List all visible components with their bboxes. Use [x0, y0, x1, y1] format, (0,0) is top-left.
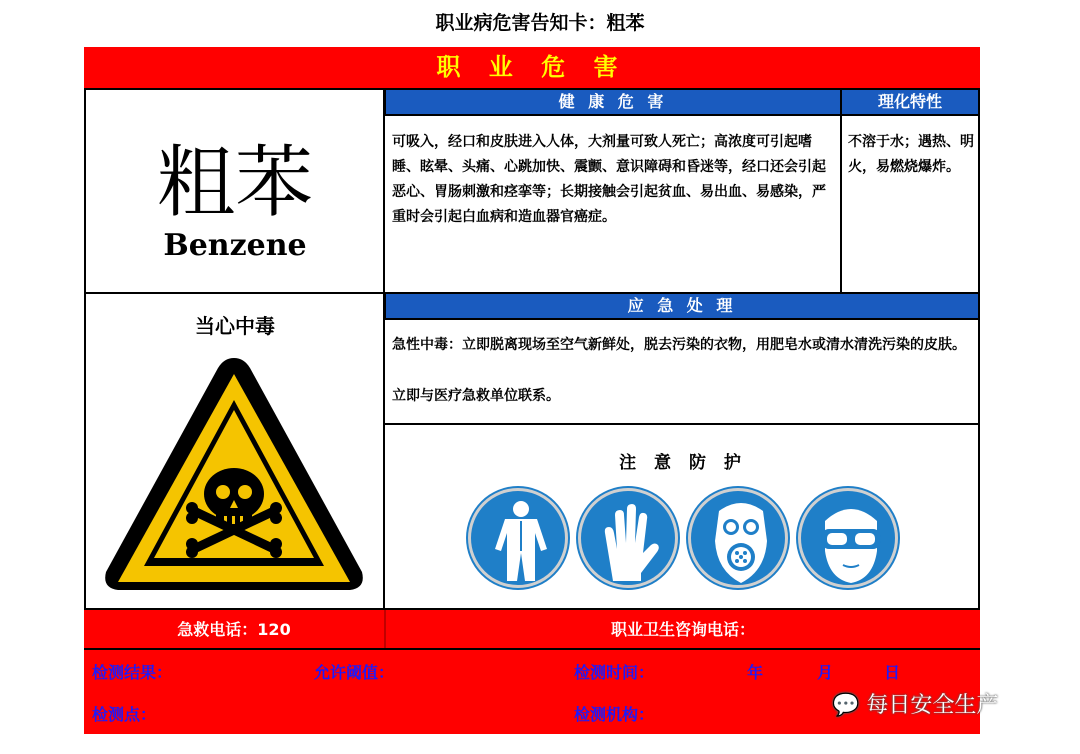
emergency-header: 应 急 处 理	[384, 292, 980, 320]
toxic-warning-icon	[100, 352, 368, 596]
warning-label: 当心中毒	[195, 314, 275, 338]
health-hazard-text: 可吸入，经口和皮肤进入人体，大剂量可致人死亡；高浓度可引起嗜睡、眩晕、头痛、心跳加快、震颤、意识障碍和昏迷等，经口还会引起恶心、胃肠刺激和痉挛等；长期接触会引起贫血、易出血、易感染，严重时会引起白血病和造血器官癌症。	[392, 134, 826, 225]
physchem-header: 理化特性	[840, 88, 980, 116]
time-label: 检测时间：	[574, 663, 655, 682]
site-label: 检测点：	[92, 705, 157, 724]
protection-header: 注 意 防 护	[619, 453, 747, 473]
divider-vertical-physchem	[840, 88, 842, 293]
watermark-text: 每日安全生产	[866, 693, 999, 718]
protective-clothing-icon	[468, 488, 568, 588]
substance-name-en: Benzene	[163, 228, 307, 263]
document-title: 职业病危害告知卡：粗苯	[435, 12, 645, 34]
emergency-text-1: 急性中毒：立即脱离现场至空气新鲜处，脱去污染的衣物，用肥皂水或清水清洗污染的皮肤。	[392, 337, 966, 353]
protective-gloves-icon	[578, 488, 678, 588]
wechat-icon: 💬	[832, 693, 860, 718]
health-phone: 职业卫生咨询电话：	[610, 620, 755, 639]
year-label: 年	[747, 663, 764, 682]
watermark	[832, 688, 998, 719]
divider-horizontal-2	[384, 423, 980, 425]
limit-label: 允许阈值：	[314, 663, 395, 682]
safety-goggles-icon	[798, 488, 898, 588]
emergency-phone: 急救电话：120	[177, 620, 291, 639]
day-label: 日	[884, 663, 901, 682]
footer-phone-bar	[84, 610, 980, 650]
substance-name-cn: 粗苯	[156, 138, 313, 228]
gas-mask-icon	[688, 488, 788, 588]
health-hazard-header: 健 康 危 害	[384, 88, 842, 116]
result-label: 检测结果：	[92, 663, 173, 682]
month-label: 月	[817, 663, 834, 682]
agency-label: 检测机构：	[574, 705, 655, 724]
physchem-text: 不溶于水；遇热、明火，易燃烧爆炸。	[848, 134, 974, 175]
hazard-banner: 职 业 危 害	[84, 47, 980, 88]
emergency-text-2: 立即与医疗急救单位联系。	[392, 388, 560, 404]
